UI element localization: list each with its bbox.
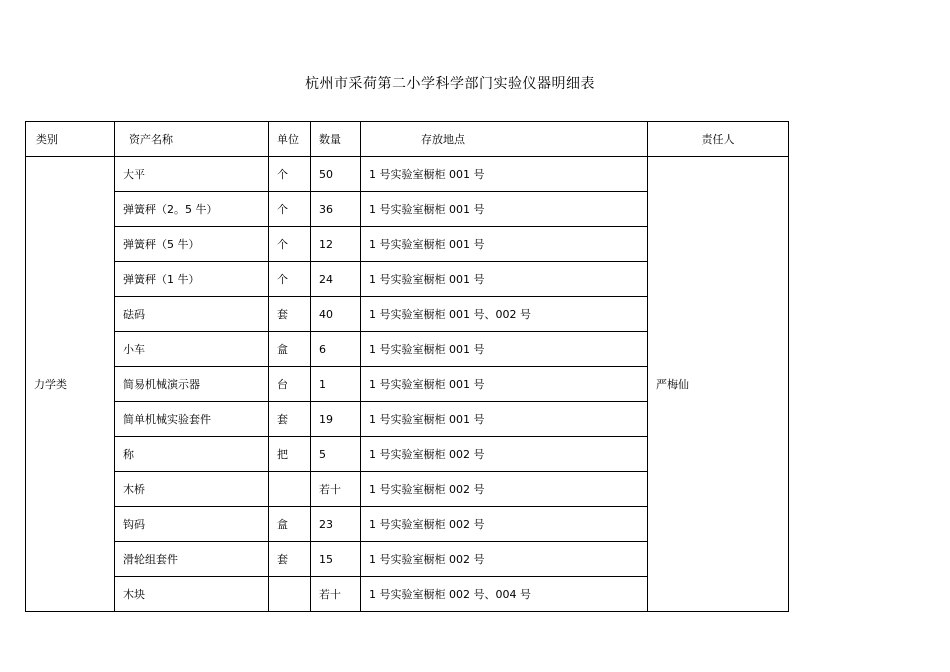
quantity-cell: 19 — [311, 402, 361, 437]
location-cell: 1 号实验室橱柜 001 号 — [361, 402, 648, 437]
asset-name-cell: 木块 — [115, 577, 269, 612]
asset-name-cell: 简单机械实验套件 — [115, 402, 269, 437]
location-cell: 1 号实验室橱柜 002 号 — [361, 507, 648, 542]
table-body — [26, 157, 789, 612]
quantity-cell: 5 — [311, 437, 361, 472]
location-cell: 1 号实验室橱柜 001 号 — [361, 157, 648, 192]
quantity-cell: 50 — [311, 157, 361, 192]
quantity-cell: 若十 — [311, 472, 361, 507]
quantity-cell: 若十 — [311, 577, 361, 612]
unit-cell: 把 — [269, 437, 311, 472]
header-quantity: 数量 — [311, 122, 361, 157]
quantity-cell: 36 — [311, 192, 361, 227]
location-cell: 1 号实验室橱柜 001 号 — [361, 262, 648, 297]
location-cell: 1 号实验室橱柜 001 号、002 号 — [361, 297, 648, 332]
asset-name-cell: 木桥 — [115, 472, 269, 507]
unit-cell — [269, 577, 311, 612]
location-cell: 1 号实验室橱柜 002 号 — [361, 542, 648, 577]
unit-cell: 个 — [269, 192, 311, 227]
location-cell: 1 号实验室橱柜 002 号 — [361, 437, 648, 472]
document-title: 杭州市采荷第二小学科学部门实验仪器明细表 — [305, 76, 595, 92]
location-cell: 1 号实验室橱柜 001 号 — [361, 332, 648, 367]
quantity-cell: 12 — [311, 227, 361, 262]
location-cell: 1 号实验室橱柜 001 号 — [361, 227, 648, 262]
unit-cell: 套 — [269, 402, 311, 437]
asset-name-cell: 滑轮组套件 — [115, 542, 269, 577]
location-cell: 1 号实验室橱柜 002 号 — [361, 472, 648, 507]
asset-name-cell: 小车 — [115, 332, 269, 367]
unit-cell: 套 — [269, 542, 311, 577]
header-category: 类别 — [26, 122, 115, 157]
quantity-cell: 24 — [311, 262, 361, 297]
location-cell: 1 号实验室橱柜 001 号 — [361, 367, 648, 402]
unit-cell: 台 — [269, 367, 311, 402]
quantity-cell: 1 — [311, 367, 361, 402]
asset-name-cell: 弹簧秤（1 牛） — [115, 262, 269, 297]
unit-cell: 个 — [269, 157, 311, 192]
header-location: 存放地点 — [361, 122, 648, 157]
table-row — [26, 157, 789, 192]
unit-cell: 盒 — [269, 332, 311, 367]
table-header-row — [26, 122, 789, 157]
asset-name-cell: 砝码 — [115, 297, 269, 332]
responsible-cell: 严梅仙 — [648, 157, 789, 612]
category-cell: 力学类 — [26, 157, 115, 612]
asset-name-cell: 弹簧秤（5 牛） — [115, 227, 269, 262]
asset-name-cell: 称 — [115, 437, 269, 472]
header-responsible: 责任人 — [648, 122, 789, 157]
asset-name-cell: 大平 — [115, 157, 269, 192]
unit-cell — [269, 472, 311, 507]
quantity-cell: 23 — [311, 507, 361, 542]
unit-cell: 个 — [269, 227, 311, 262]
location-cell: 1 号实验室橱柜 001 号 — [361, 192, 648, 227]
unit-cell: 盒 — [269, 507, 311, 542]
unit-cell: 个 — [269, 262, 311, 297]
location-cell: 1 号实验室橱柜 002 号、004 号 — [361, 577, 648, 612]
quantity-cell: 40 — [311, 297, 361, 332]
quantity-cell: 6 — [311, 332, 361, 367]
asset-name-cell: 弹簧秤（2。5 牛） — [115, 192, 269, 227]
header-asset-name: 资产名称 — [115, 122, 269, 157]
quantity-cell: 15 — [311, 542, 361, 577]
asset-name-cell: 简易机械演示器 — [115, 367, 269, 402]
inventory-table — [25, 121, 789, 612]
unit-cell: 套 — [269, 297, 311, 332]
asset-name-cell: 钩码 — [115, 507, 269, 542]
header-unit: 单位 — [269, 122, 311, 157]
